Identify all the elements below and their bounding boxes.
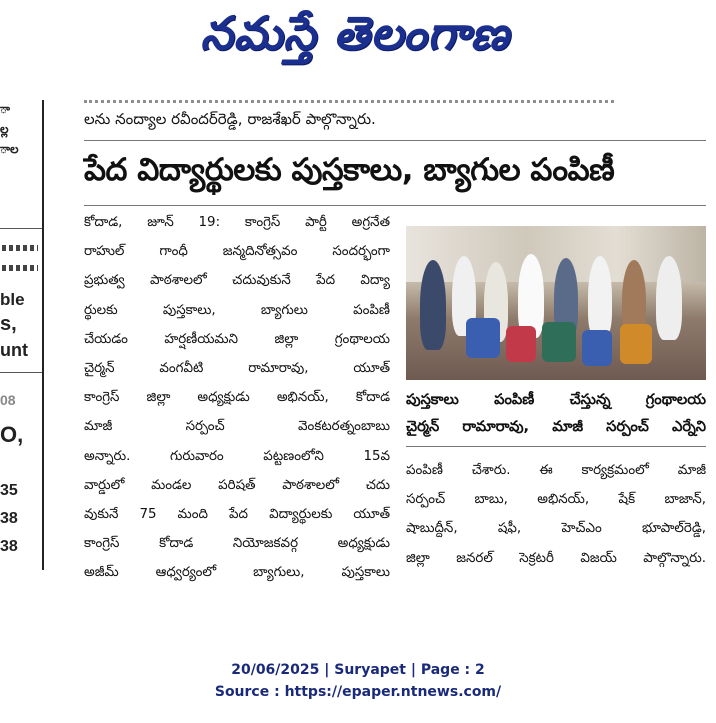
left-clipped-column: [0, 100, 44, 570]
left-fragment: O,: [0, 422, 24, 447]
body-line: జిల్లా జనరల్ సెక్రటరీ విజయ్ పాల్గొన్నారు.: [406, 550, 706, 566]
previous-article-text: లను నంద్యాల రవీందర్‌రెడ్డి, రాజశేఖర్ పాల్గొన్నారు.: [84, 110, 376, 128]
left-fragment: 08: [0, 392, 16, 408]
masthead-title: నమస్తే తెలంగాణ: [200, 6, 510, 60]
article-body-column-1: [84, 208, 390, 588]
photo-caption: [406, 386, 706, 440]
article-headline: పేద విద్యార్థులకు పుస్తకాలు, బ్యాగుల పంపిణీ: [84, 152, 615, 188]
body-line: సర్పంచ్ బాబు, అభినయ్, షేక్ బాజాన్,: [406, 492, 706, 508]
divider: [406, 446, 706, 447]
body-line: మాజీ సర్పంచ్ వెంకటరత్నంబాబు: [84, 419, 390, 435]
body-line: వార్డులో మండల పరిషత్ పాఠశాలలో చదు: [84, 477, 390, 493]
left-fragment: ాల: [0, 142, 19, 156]
left-fragment: ల్ల: [0, 122, 9, 136]
body-line: షాబుద్దీన్, షఫీ, హెచ్‌ఎం భూపాల్‌రెడ్డి,: [406, 521, 706, 537]
caption-line: పుస్తకాలు పంపిణీ చేస్తున్న గ్రంథాలయ: [406, 391, 706, 408]
body-line: ప్రభుత్వ పాఠశాలలో చదువుకునే పేద విద్యా: [84, 273, 390, 289]
body-line: కాంగ్రెస్ జిల్లా అధ్యక్షుడు అభినయ్, కోదాడ: [84, 390, 390, 406]
caption-line: చైర్మన్ రామారావు, మాజీ సర్పంచ్ ఎర్నేని: [406, 418, 706, 435]
left-fragment: ా: [0, 102, 11, 116]
body-line: వుకునే 75 మంది పేద విద్యార్థులకు యూత్: [84, 507, 390, 523]
divider: [84, 205, 706, 206]
body-line: చేయడం హర్షణీయమని జిల్లా గ్రంథాలయ: [84, 331, 390, 347]
body-line: ర్థులకు పుస్తకాలు, బ్యాగులు పంపిణీ: [84, 302, 390, 318]
left-fragment: s,: [0, 313, 17, 335]
left-fragment: ble: [0, 290, 25, 309]
body-line: చైర్మన్ వంగవీటి రామారావు, యూత్: [84, 361, 390, 377]
left-fragment: 35: [0, 482, 18, 499]
body-line: అజీమ్ ఆధ్వర్యంలో బ్యాగులు, పుస్తకాలు: [84, 565, 390, 581]
left-fragment: 38: [0, 538, 18, 555]
body-line: కోదాడ, జూన్ 19: కాంగ్రెస్ పార్టీ అగ్రనేత: [84, 215, 390, 230]
left-fragment: unt: [0, 340, 28, 360]
footer-source-link[interactable]: Source : https://epaper.ntnews.com/: [214, 684, 502, 700]
left-fragment: 38: [0, 510, 18, 527]
article-photo: [406, 226, 706, 380]
divider: [84, 140, 706, 141]
masthead-logo: [150, 6, 560, 72]
body-line: కాంగ్రెస్ కోదాడ నియోజకవర్గ అధ్యక్షుడు: [84, 536, 390, 552]
article-body-column-2: [406, 456, 706, 573]
page-footer: [0, 659, 716, 703]
body-line: అన్నారు. గురువారం పట్టణంలోని 15వ: [84, 448, 390, 464]
footer-date-line: 20/06/2025 | Suryapet | Page : 2: [231, 662, 485, 678]
body-line: పంపిణీ చేశారు. ఈ కార్యక్రమంలో మాజీ: [406, 463, 706, 478]
body-line: రాహుల్ గాంధీ జన్మదినోత్సవం సందర్భంగా: [84, 244, 390, 260]
